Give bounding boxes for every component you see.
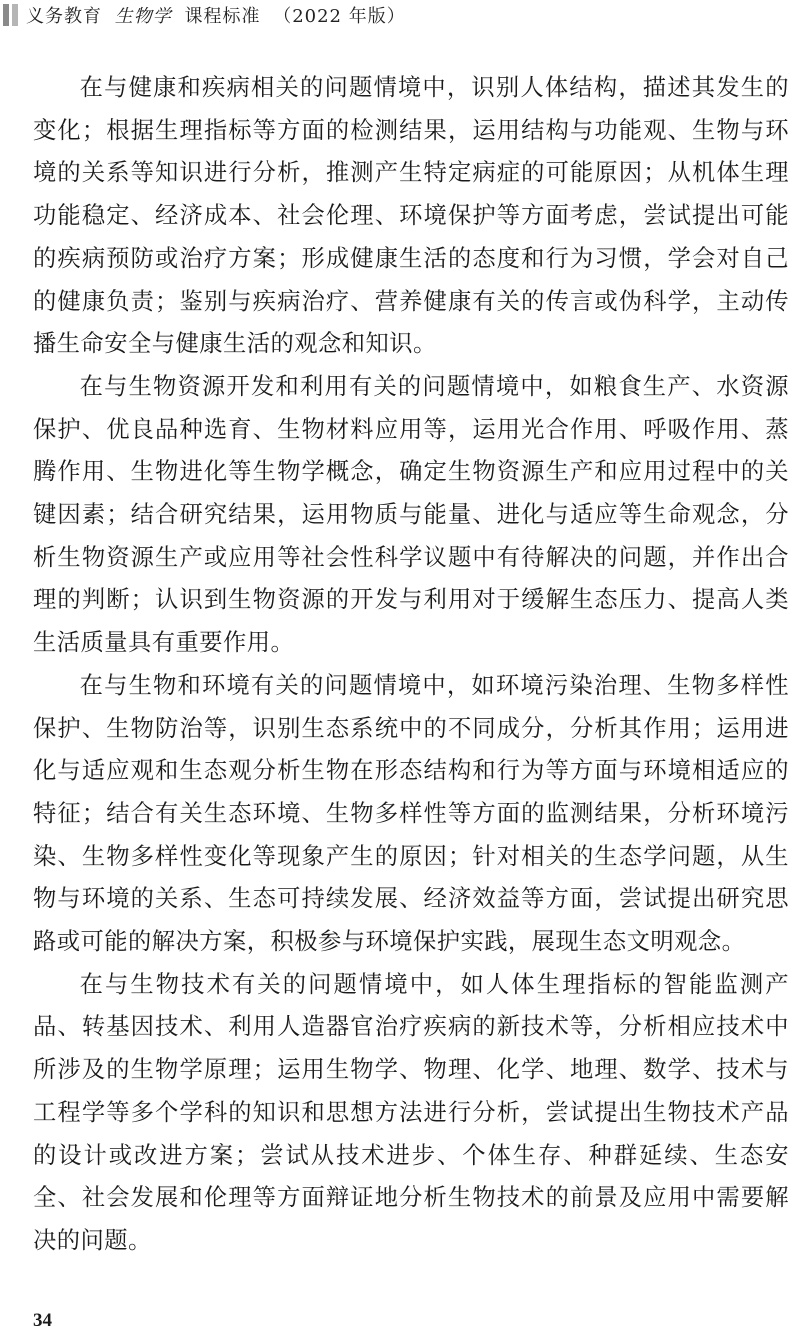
- header-title: [26, 2, 406, 28]
- paragraph-health: 在与健康和疾病相关的问题情境中，识别人体结构，描述其发生的变化；根据生理指标等方面的检测结果，运用结构与功能观、生物与环境的关系等知识进行分析，推测产生特定病症的可能原因；从机体生理功能稳定、经济成本、社会伦理、环境保护等方面考虑，尝试提出可能的疾病预防或治疗方案；形成健康生活的态度和行为习惯，学会对自己的健康负责；鉴别与疾病治疗、营养健康有关的传言或伪科学，主动传播生命安全与健康生活的观念和知识。: [33, 74, 789, 358]
- header-decoration-bars: [3, 4, 18, 26]
- running-header: [0, 0, 406, 30]
- paragraph-environment: 在与生物和环境有关的问题情境中，如环境污染治理、生物多样性保护、生物防治等，识别生态系统中的不同成分，分析其作用；运用进化与适应观和生态观分析生物在形态结构和行为等方面与环境相适应的特征；结合有关生态环境、生物多样性等方面的监测结果，分析环境污染、生物多样性变化等现象产生的原因；针对相关的生态学问题，从生物与环境的关系、生态可持续发展、经济效益等方面，尝试提出研究思路或可能的解决方案，积极参与环境保护实践，展现生态文明观念。: [33, 671, 789, 956]
- header-subject: 生物学: [114, 6, 172, 27]
- paragraph-resources: 在与生物资源开发和利用有关的问题情境中，如粮食生产、水资源保护、优良品种选育、生物材料应用等，运用光合作用、呼吸作用、蒸腾作用、生物进化等生物学概念，确定生物资源生产和应用过程中的关键因素；结合研究结果，运用物质与能量、进化与适应等生命观念，分析生物资源生产或应用等社会性科学议题中有待解决的问题，并作出合理的判断；认识到生物资源的开发与利用对于缓解生态压力、提高人类生活质量具有重要作用。: [33, 372, 789, 657]
- body-text: [33, 67, 789, 1263]
- page-number: 34: [33, 1310, 52, 1331]
- paragraph-technology: 在与生物技术有关的问题情境中，如人体生理指标的智能监测产品、转基因技术、利用人造器官治疗疾病的新技术等，分析相应技术中所涉及的生物学原理；运用生物学、物理、化学、地理、数学、技术与工程学等多个学科的知识和思想方法进行分析，尝试提出生物技术产品的设计或改进方案；尝试从技术进步、个体生存、种群延续、生态安全、社会发展和伦理等方面辩证地分析生物技术的前景及应用中需要解决的问题。: [33, 970, 789, 1254]
- header-bar-light: [12, 4, 18, 26]
- header-series: 义务教育: [26, 6, 102, 27]
- header-edition: （2022 年版）: [273, 6, 406, 27]
- header-doc-title: 课程标准: [184, 6, 261, 27]
- header-bar-dark: [3, 4, 9, 26]
